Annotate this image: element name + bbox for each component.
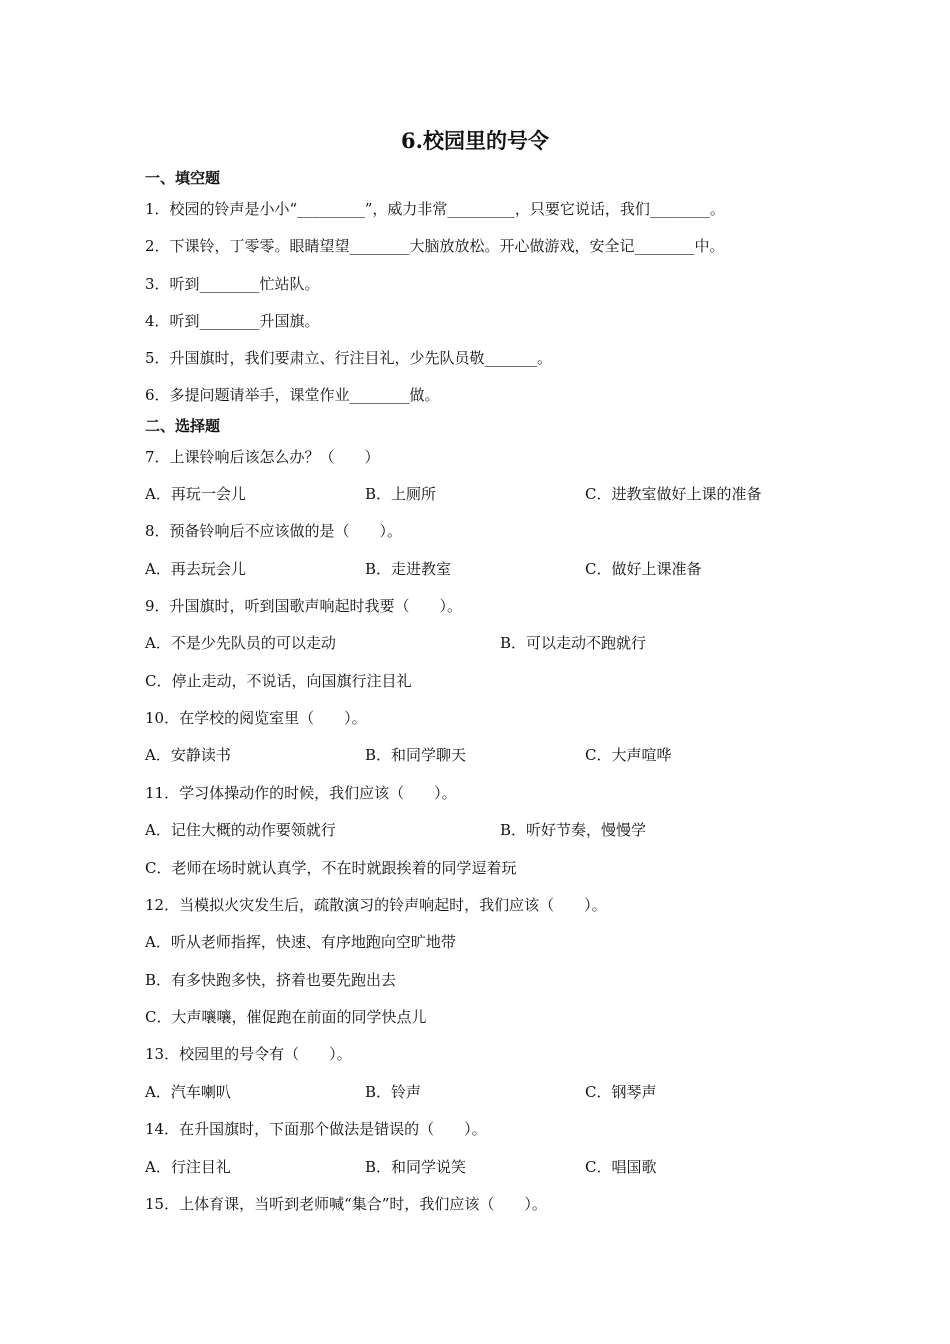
q14-option-c: C．唱国歌 bbox=[585, 1158, 657, 1176]
section-heading-fill: 一、填空题 bbox=[145, 169, 221, 187]
q9-option-c: C．停止走动，不说话，向国旗行注目礼 bbox=[145, 672, 412, 690]
question-10: 10．在学校的阅览室里（ ）。 bbox=[145, 709, 367, 727]
question-9: 9．升国旗时，听到国歌声响起时我要（ ）。 bbox=[145, 597, 463, 615]
fill-item-1: 1．校园的铃声是小小“_________”，威力非常_________，只要它说话，我们________。 bbox=[145, 200, 725, 218]
q7-option-c: C．进教室做好上课的准备 bbox=[585, 485, 762, 503]
q13-option-b: B．铃声 bbox=[365, 1083, 422, 1101]
fill-item-6: 6．多提问题请举手，课堂作业________做。 bbox=[145, 386, 440, 404]
q8-option-b: B．走进教室 bbox=[365, 560, 452, 578]
question-15: 15．上体育课，当听到老师喊“集合”时，我们应该（ ）。 bbox=[145, 1195, 547, 1213]
q13-option-a: A．汽车喇叭 bbox=[145, 1083, 231, 1101]
q11-option-c: C．老师在场时就认真学，不在时就跟挨着的同学逗着玩 bbox=[145, 859, 517, 877]
q12-option-c: C．大声嚷嚷，催促跑在前面的同学快点儿 bbox=[145, 1008, 427, 1026]
fill-item-2: 2．下课铃，丁零零。眼睛望望________大脑放放松。开心做游戏，安全记________中。 bbox=[145, 237, 725, 255]
q12-option-b: B．有多快跑多快，挤着也要先跑出去 bbox=[145, 971, 397, 989]
question-8: 8．预备铃响后不应该做的是（ ）。 bbox=[145, 522, 403, 540]
q9-option-b: B．可以走动不跑就行 bbox=[500, 634, 647, 652]
q7-option-a: A．再玩一会儿 bbox=[145, 485, 246, 503]
fill-item-5: 5．升国旗时，我们要肃立、行注目礼，少先队员敬_______。 bbox=[145, 349, 553, 367]
q14-option-b: B．和同学说笑 bbox=[365, 1158, 467, 1176]
q10-option-c: C．大声喧哗 bbox=[585, 746, 672, 764]
q13-option-c: C．钢琴声 bbox=[585, 1083, 657, 1101]
page-title: 6.校园里的号令 bbox=[401, 128, 549, 153]
question-13: 13．校园里的号令有（ ）。 bbox=[145, 1045, 352, 1063]
fill-item-4: 4．听到________升国旗。 bbox=[145, 312, 320, 330]
q10-option-a: A．安静读书 bbox=[145, 746, 231, 764]
question-14: 14．在升国旗时，下面那个做法是错误的（ ）。 bbox=[145, 1120, 487, 1138]
question-12: 12．当模拟火灾发生后，疏散演习的铃声响起时，我们应该（ ）。 bbox=[145, 896, 607, 914]
fill-item-3: 3．听到________忙站队。 bbox=[145, 275, 320, 293]
q9-option-a: A．不是少先队员的可以走动 bbox=[145, 634, 336, 652]
q7-option-b: B．上厕所 bbox=[365, 485, 437, 503]
question-7: 7．上课铃响后该怎么办？（ ） bbox=[145, 448, 380, 466]
q8-option-c: C．做好上课准备 bbox=[585, 560, 702, 578]
q11-option-a: A．记住大概的动作要领就行 bbox=[145, 821, 336, 839]
q14-option-a: A．行注目礼 bbox=[145, 1158, 231, 1176]
q10-option-b: B．和同学聊天 bbox=[365, 746, 467, 764]
q8-option-a: A．再去玩会儿 bbox=[145, 560, 246, 578]
q12-option-a: A．听从老师指挥，快速、有序地跑向空旷地带 bbox=[145, 933, 456, 951]
question-11: 11．学习体操动作的时候，我们应该（ ）。 bbox=[145, 784, 457, 802]
section-heading-choice: 二、选择题 bbox=[145, 417, 221, 435]
q11-option-b: B．听好节奏，慢慢学 bbox=[500, 821, 647, 839]
